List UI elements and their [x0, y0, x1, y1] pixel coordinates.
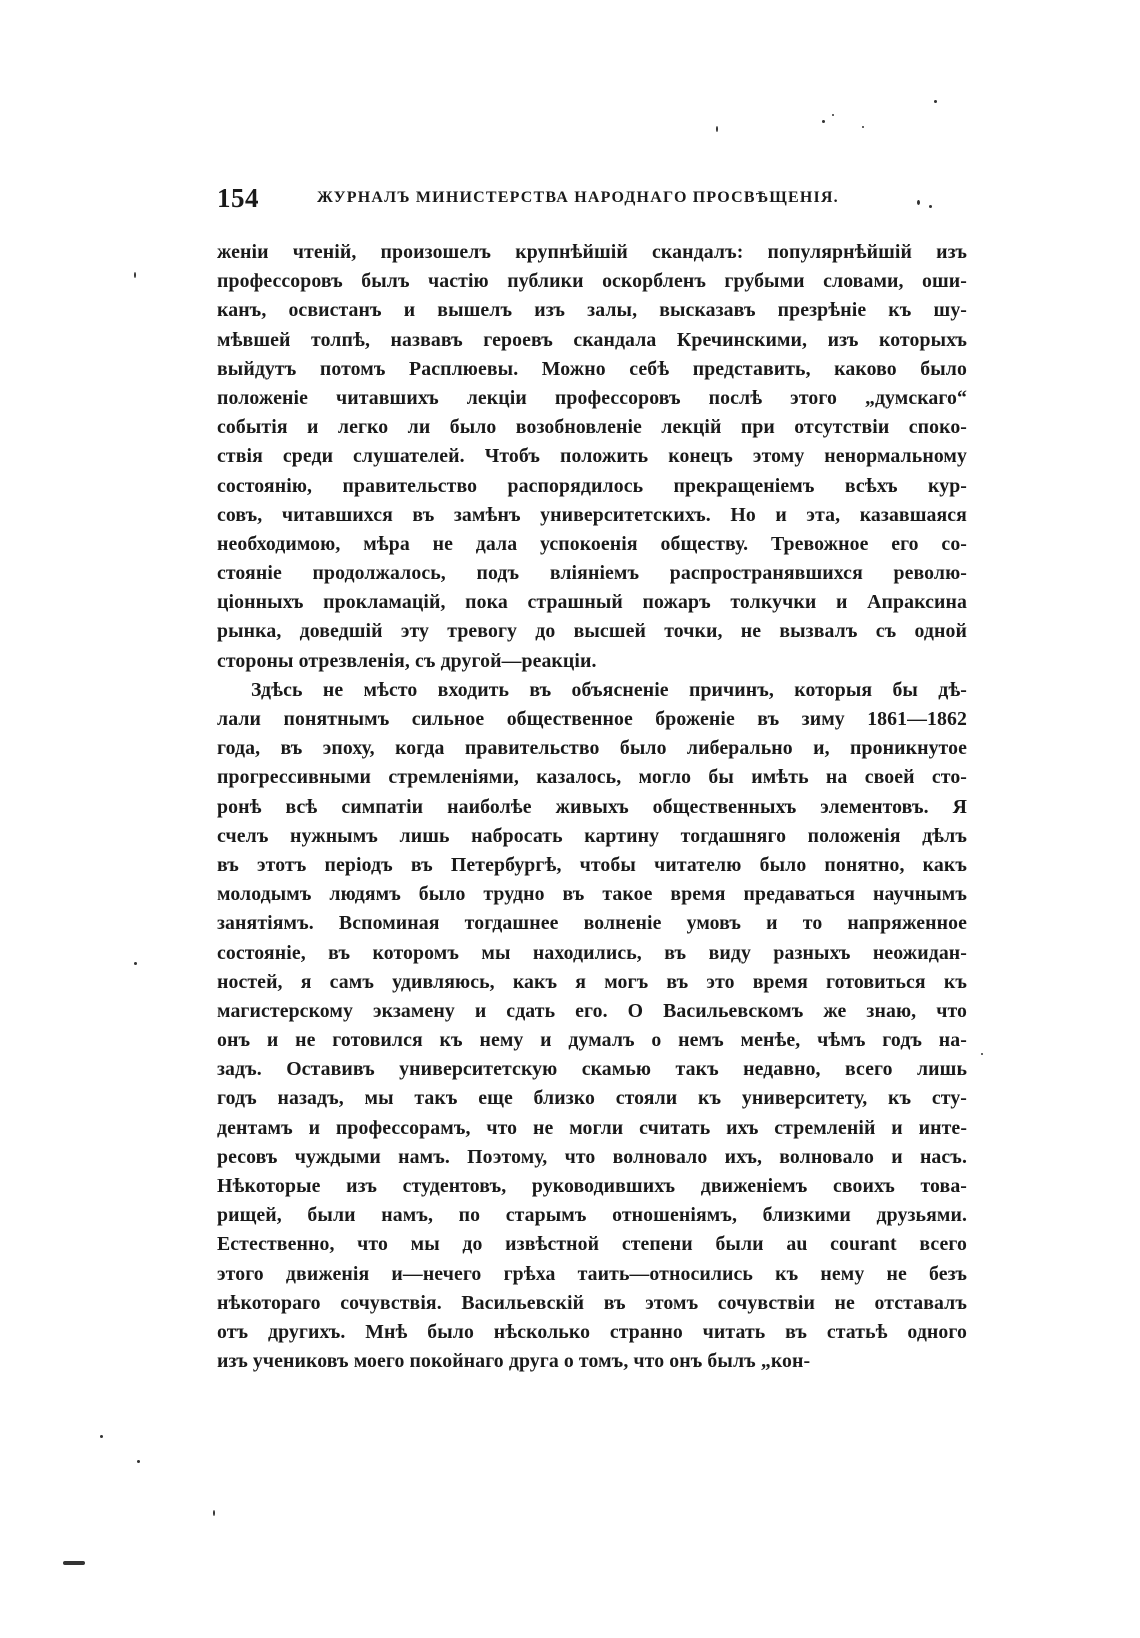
- scan-speck: [213, 1510, 215, 1516]
- text-line: изъ учениковъ моего покойнаго друга о томъ, что онъ былъ „кон-: [217, 1350, 811, 1373]
- text-line: совъ, читавшихся въ замѣнъ университетскихъ. Но и эта, казавшаяся: [217, 503, 967, 526]
- text-line: ресовъ чуждыми намъ. Поэтому, что волновало ихъ, волновало и насъ.: [217, 1145, 967, 1168]
- paragraph: [217, 676, 967, 1377]
- text-line: событія и легко ли было возобновленіе лекцій при отсутствіи споко-: [217, 416, 967, 439]
- text-line: ностей, я самъ удивляюсь, какъ я могъ въ это время готовиться къ: [217, 970, 967, 993]
- text-line: молодымъ людямъ было трудно въ такое время предаваться научнымъ: [217, 883, 967, 906]
- text-line: ціонныхъ прокламацій, пока страшный пожаръ толкучки и Апраксина: [217, 591, 967, 614]
- text-line: канъ, освистанъ и вышелъ изъ залы, высказавъ презрѣніе къ шу-: [217, 299, 967, 322]
- scan-speck: [934, 100, 937, 103]
- text-line: прогрессивными стремленіями, казалось, могло бы имѣть на своей сто-: [217, 766, 967, 789]
- text-line: магистерскому экзамену и сдать его. О Васильевскомъ же знаю, что: [217, 999, 967, 1022]
- text-line: дентамъ и профессорамъ, что не могли считать ихъ стремленій и инте-: [217, 1116, 967, 1139]
- text-line: ронѣ всѣ симпатіи наиболѣе живыхъ общественныхъ элементовъ. Я: [217, 795, 967, 818]
- text-line: стороны отрезвленія, съ другой—реакціи.: [217, 649, 597, 672]
- text-line: выйдутъ потомъ Расплюевы. Можно себѣ представить, каково было: [217, 357, 967, 380]
- scan-speck: [137, 1460, 140, 1463]
- text-line: состоянію, правительство распорядилось прекращеніемъ всѣхъ кур-: [217, 474, 967, 497]
- text-line: ствія среди слушателей. Чтобъ положить конецъ этому ненормальному: [217, 445, 967, 468]
- text-line: положеніе читавшихъ лекціи профессоровъ послѣ этого „думскаго“: [217, 386, 967, 409]
- text-line: задъ. Оставивъ университетскую скамью такъ недавно, всего лишь: [217, 1058, 967, 1081]
- text-line: отъ другихъ. Мнѣ было нѣсколько странно читать въ статьѣ одного: [217, 1320, 967, 1343]
- scan-speck: [716, 126, 718, 132]
- page-header: [217, 183, 953, 217]
- scan-speck: [929, 205, 932, 208]
- text-line: необходимою, мѣра не дала успокоенія обществу. Тревожное его со-: [217, 532, 967, 555]
- text-line: года, въ эпоху, когда правительство было либерально и, проникнутое: [217, 737, 967, 760]
- text-line: рищей, были намъ, по старымъ отношеніямъ, близкими друзьями.: [217, 1204, 967, 1227]
- text-line: въ этотъ періодъ въ Петербургѣ, чтобы читателю было понятно, какъ: [217, 853, 967, 876]
- page-number: 154: [217, 183, 259, 213]
- scan-speck: [134, 272, 136, 278]
- scan-speck: [822, 120, 825, 123]
- scan-speck: [100, 1435, 103, 1438]
- scan-speck: [981, 1053, 983, 1055]
- text-line: онъ и не готовился къ нему и думалъ о немъ менѣе, чѣмъ годъ на-: [217, 1029, 967, 1052]
- text-line: нѣкотораго сочувствія. Васильевскій въ этомъ сочувствіи не отставалъ: [217, 1291, 967, 1314]
- text-line: этого движенія и—нечего грѣха таить—относились къ нему не безъ: [217, 1262, 967, 1285]
- text-line: годъ назадъ, мы такъ еще близко стояли къ университету, къ сту-: [217, 1087, 967, 1110]
- text-line: женіи чтеній, произошелъ крупнѣйшій скандалъ: популярнѣйшій изъ: [217, 241, 967, 263]
- scan-speck: [134, 962, 137, 965]
- scan-speck: [63, 1561, 85, 1565]
- scan-speck: [862, 126, 864, 128]
- text-line: лали понятнымъ сильное общественное броженіе въ зиму 1861—1862: [217, 708, 967, 730]
- text-line: счелъ нужнымъ лишь набросать картину тогдашняго положенія дѣлъ: [217, 824, 967, 847]
- text-line: мѣвшей толпѣ, назвавъ героевъ скандала Кречинскими, изъ которыхъ: [217, 328, 967, 351]
- scan-speck: [832, 114, 834, 116]
- scan-speck: [917, 200, 920, 205]
- text-line: Естественно, что мы до извѣстной степени были au courant всего: [217, 1233, 967, 1256]
- text-line: стояніе продолжалось, подъ вліяніемъ распространявшихся револю-: [217, 562, 967, 585]
- text-line: рынка, доведшій эту тревогу до высшей точки, не вызвалъ съ одной: [217, 620, 967, 643]
- text-line: Нѣкоторые изъ студентовъ, руководившихъ движеніемъ своихъ това-: [217, 1175, 967, 1197]
- text-line: Здѣсь не мѣсто входить въ объясненіе причинъ, которыя бы дѣ-: [251, 678, 967, 701]
- text-line: занятіямъ. Вспоминая тогдашнее волненіе умовъ и то напряженное: [217, 912, 967, 935]
- paragraph: [217, 238, 967, 676]
- running-title: ЖУРНАЛЪ МИНИСТЕРСТВА НАРОДНАГО ПРОСВѢЩЕНІЯ.: [317, 189, 839, 206]
- text-line: профессоровъ былъ частію публики оскорбленъ грубыми словами, оши-: [217, 270, 967, 293]
- text-line: состояніе, въ которомъ мы находились, въ виду разныхъ неожидан-: [217, 941, 967, 964]
- body-text: [217, 238, 967, 1376]
